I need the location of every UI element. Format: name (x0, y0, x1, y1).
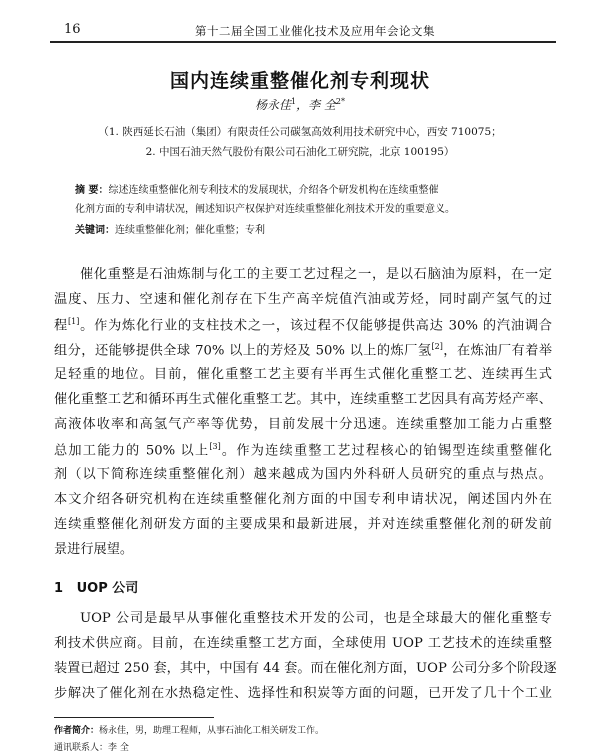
body-line (54, 443, 552, 458)
keywords (75, 221, 265, 236)
section-number: 1 (54, 581, 64, 596)
body-line: UOP 公司是最早从事催化重整技术开发的公司，也是全球最大的催化重整专 (80, 611, 552, 626)
page-number: 16 (64, 22, 81, 37)
body-line: 催化重整工艺和循环再生式催化重整工艺。其中，连续重整工艺因具有高芳烃产率、 (54, 392, 552, 407)
page-header (50, 20, 556, 42)
body-line: 高液体收率和高氢气产率等优势，目前发展十分迅速。连续重整加工能力占重整 (54, 417, 552, 432)
abstract-text-1: 综述连续重整催化剂专利技术的发展现状，介绍各个研发机构在连续重整催 (108, 185, 439, 196)
header-rule (50, 41, 556, 43)
author-separator: ， (296, 98, 309, 112)
author-line (0, 96, 600, 113)
author-2-sup: 2* (335, 97, 346, 106)
paper-title: 国内连续重整催化剂专利现状 (169, 70, 430, 92)
body-line: 足轻重的地位。目前，催化重整工艺主要有半再生式催化重整工艺、连续再生式 (54, 367, 552, 382)
footnote-label: 作者简介： (54, 726, 100, 736)
body-text: 程 (54, 318, 68, 334)
abstract-line-2: 化剂方面的专利申请状况，阐述知识产权保护对连续重整催化剂技术开发的重要意义。 (75, 204, 455, 215)
body-line: 景进行展望。 (54, 542, 134, 557)
abstract-label: 摘 要： (75, 185, 109, 196)
body-text: ，在炼油厂有着举 (442, 343, 553, 359)
footnote (54, 723, 324, 736)
section-heading (54, 577, 138, 596)
abstract-line-1 (75, 181, 545, 196)
body-text: 组分，还能够提供全球 70% 以上的芳烃及 50% 以上的炼厂氢 (54, 343, 432, 359)
body-line: 剂（以下简称连续重整催化剂）越来越成为国内外科研人员研究的重点与热点。 (54, 467, 552, 482)
citation: [1] (67, 317, 80, 326)
citation: [2] (431, 342, 443, 351)
running-title: 第十二届全国工业催化技术及应用年会论文集 (195, 24, 435, 38)
author-1: 杨永佳 (254, 98, 291, 112)
keywords-label: 关键词： (75, 225, 115, 236)
affiliation-1: （1. 陕西延长石油（集团）有限责任公司碳氢高效利用技术研究中心，西安 710075； (98, 126, 502, 138)
body-line: 催化重整是石油炼制与化工的主要工艺过程之一，是以石脑油为原料，在一定 (80, 267, 552, 282)
body-line (54, 343, 552, 358)
body-line: 步解决了催化剂在水热稳定性、选择性和积炭等方面的问题，已开发了几十个工业 (54, 686, 552, 701)
keywords-text: 连续重整催化剂；催化重整；专利 (115, 225, 265, 236)
section-title: UOP 公司 (76, 581, 139, 596)
body-line: 利技术供应商。目前，在连续重整工艺方面，全球使用 UOP 工艺技术的连续重整 (54, 636, 552, 651)
body-line (54, 318, 552, 333)
body-line: 本文介绍各研究机构在连续重整催化剂方面的中国专利申请状况，阐述国内外在 (54, 492, 552, 507)
footnote-line-2: 通讯联系人：李 全 (54, 743, 129, 753)
footnote-rule (54, 717, 214, 718)
citation: [3] (209, 442, 221, 451)
body-text: 总加工能力的 50% 以上 (54, 443, 210, 459)
footnote-text: 杨永佳，男，助理工程师，从事石油化工相关研发工作。 (99, 726, 325, 736)
author-1-sup: 1 (290, 97, 297, 106)
body-line: 温度、压力、空速和催化剂存在下生产高辛烷值汽油或芳烃，同时副产氢气的过 (54, 292, 552, 307)
body-text: 。作为炼化行业的支柱技术之一，该过程不仅能够提供高达 30% 的汽油调合 (79, 318, 552, 334)
body-line: 装置已超过 250 套，其中，中国有 44 套。而在催化剂方面，UOP 公司分多个阶段逐 (54, 661, 557, 676)
body-line: 连续重整催化剂研发方面的主要成果和最新进展，并对连续重整催化剂的研发前 (54, 517, 552, 532)
affiliation-2: 2. 中国石油天然气股份有限公司石油化工研究院，北京 100195） (145, 146, 455, 158)
body-text: 。作为连续重整工艺过程核心的铂锡型连续重整催化 (220, 443, 552, 459)
author-2: 李 全 (308, 98, 336, 112)
